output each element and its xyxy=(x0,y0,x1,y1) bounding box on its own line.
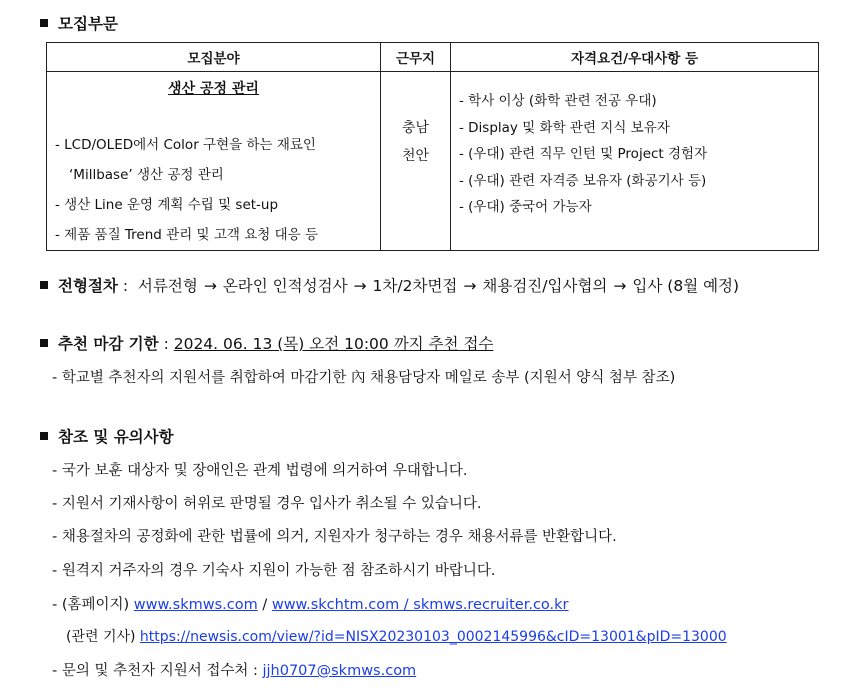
arrow-right-icon: → xyxy=(203,277,217,295)
arrow-right-icon: → xyxy=(613,277,627,295)
section-heading-recruitment xyxy=(40,12,118,34)
note-item: - 지원서 기재사항이 허위로 판명될 경우 입사가 취소될 수 있습니다. xyxy=(52,496,482,512)
field-line xyxy=(55,130,380,160)
process-title: 전형절차 xyxy=(58,277,118,295)
header-qualifications: 자격요건/우대사항 등 xyxy=(451,43,819,72)
article-prefix: (관련 기사) xyxy=(66,629,140,645)
note-item: - 원격지 거주자의 경우 기숙사 지원이 가능한 점 참조하시기 바랍니다. xyxy=(52,563,496,579)
header-field: 모집분야 xyxy=(47,43,381,72)
location-text xyxy=(381,72,450,170)
deadline-note: - 학교별 추천자의 지원서를 취합하여 마감기한 內 채용담당자 메일로 송부 (지원서 양식 첨부 참조) xyxy=(52,370,676,386)
location-cell xyxy=(381,72,451,251)
contact-prefix: - 문의 및 추천자 지원서 접수처 : xyxy=(52,663,263,679)
process-step-3: 1차/2차면접 xyxy=(372,277,458,295)
deadline-separator: : xyxy=(158,335,174,353)
field-line-1: - LCD/OLED에서 Color 구현을 하는 재료인 xyxy=(55,137,316,153)
process-separator: : xyxy=(117,277,133,295)
article-link[interactable]: https://newsis.com/view/?id=NISX20230103_0002145996&cID=13001&pID=13000 xyxy=(139,629,727,645)
square-bullet-icon xyxy=(40,281,48,289)
process-step-1: 서류전형 xyxy=(137,277,198,295)
arrow-right-icon: → xyxy=(463,277,477,295)
homepage-separator: / xyxy=(257,597,272,613)
arrow-right-icon: → xyxy=(353,277,367,295)
deadline-title: 추천 마감 기한 xyxy=(58,335,159,353)
field-line-4: - 제품 품질 Trend 관리 및 고객 요청 대응 등 xyxy=(55,227,319,243)
deadline-date: 2024. 06. 13 (목) 오전 10:00 까지 추천 접수 xyxy=(173,335,494,353)
contact-email-link[interactable]: jjh0707@skmws.com xyxy=(262,663,417,679)
table-row xyxy=(47,72,819,251)
section-title: 모집부문 xyxy=(58,15,118,33)
homepage-prefix: - (홈페이지) xyxy=(52,597,134,613)
recruitment-table xyxy=(46,42,819,251)
location-province: 충남 xyxy=(401,120,430,136)
note-item: - 채용절차의 공정화에 관한 법률에 의거, 지원자가 청구하는 경우 채용서류를 반환합니다. xyxy=(52,529,617,545)
contact-line xyxy=(52,659,416,680)
square-bullet-icon xyxy=(40,339,48,347)
qualification-item: - 학사 이상 (화학 관련 전공 우대) xyxy=(459,93,657,109)
homepage-line xyxy=(52,593,569,614)
homepage-link-skmws[interactable]: www.skmws.com xyxy=(133,597,258,613)
qualification-item: - Display 및 화학 관련 지식 보유자 xyxy=(459,119,670,136)
homepage-link-skchtm[interactable]: www.skchtm.com / skmws.recruiter.co.kr xyxy=(271,597,569,613)
qualification-item: - (우대) 관련 직무 인턴 및 Project 경험자 xyxy=(459,146,708,162)
article-line xyxy=(66,626,727,646)
qualification-item: - (우대) 중국어 가능자 xyxy=(459,199,592,215)
notes-title: 참조 및 유의사항 xyxy=(58,428,174,446)
qualifications-cell xyxy=(451,72,819,251)
qualification-item: - (우대) 관련 자격증 보유자 (화공기사 등) xyxy=(459,172,707,189)
section-process xyxy=(40,274,739,296)
section-deadline xyxy=(40,332,493,354)
field-line-3: - 생산 Line 운영 계획 수립 및 set-up xyxy=(55,197,279,213)
section-heading-notes xyxy=(40,425,174,447)
qualifications-list xyxy=(459,88,818,221)
field-line-2: ‘Millbase’ 생산 공정 관리 xyxy=(69,167,224,183)
process-step-2: 온라인 인적성검사 xyxy=(222,277,348,295)
field-cell xyxy=(47,72,381,251)
square-bullet-icon xyxy=(40,19,48,27)
field-description-list xyxy=(55,130,380,250)
note-item: - 국가 보훈 대상자 및 장애인은 관계 법령에 의거하여 우대합니다. xyxy=(52,463,468,479)
table-header-row xyxy=(47,43,819,72)
field-title: 생산 공정 관리 xyxy=(168,81,259,97)
header-location: 근무지 xyxy=(381,43,451,72)
location-city: 천안 xyxy=(401,148,430,164)
square-bullet-icon xyxy=(40,432,48,440)
process-step-5: 입사 (8월 예정) xyxy=(632,277,740,295)
process-step-4: 채용검진/입사협의 xyxy=(482,277,608,295)
